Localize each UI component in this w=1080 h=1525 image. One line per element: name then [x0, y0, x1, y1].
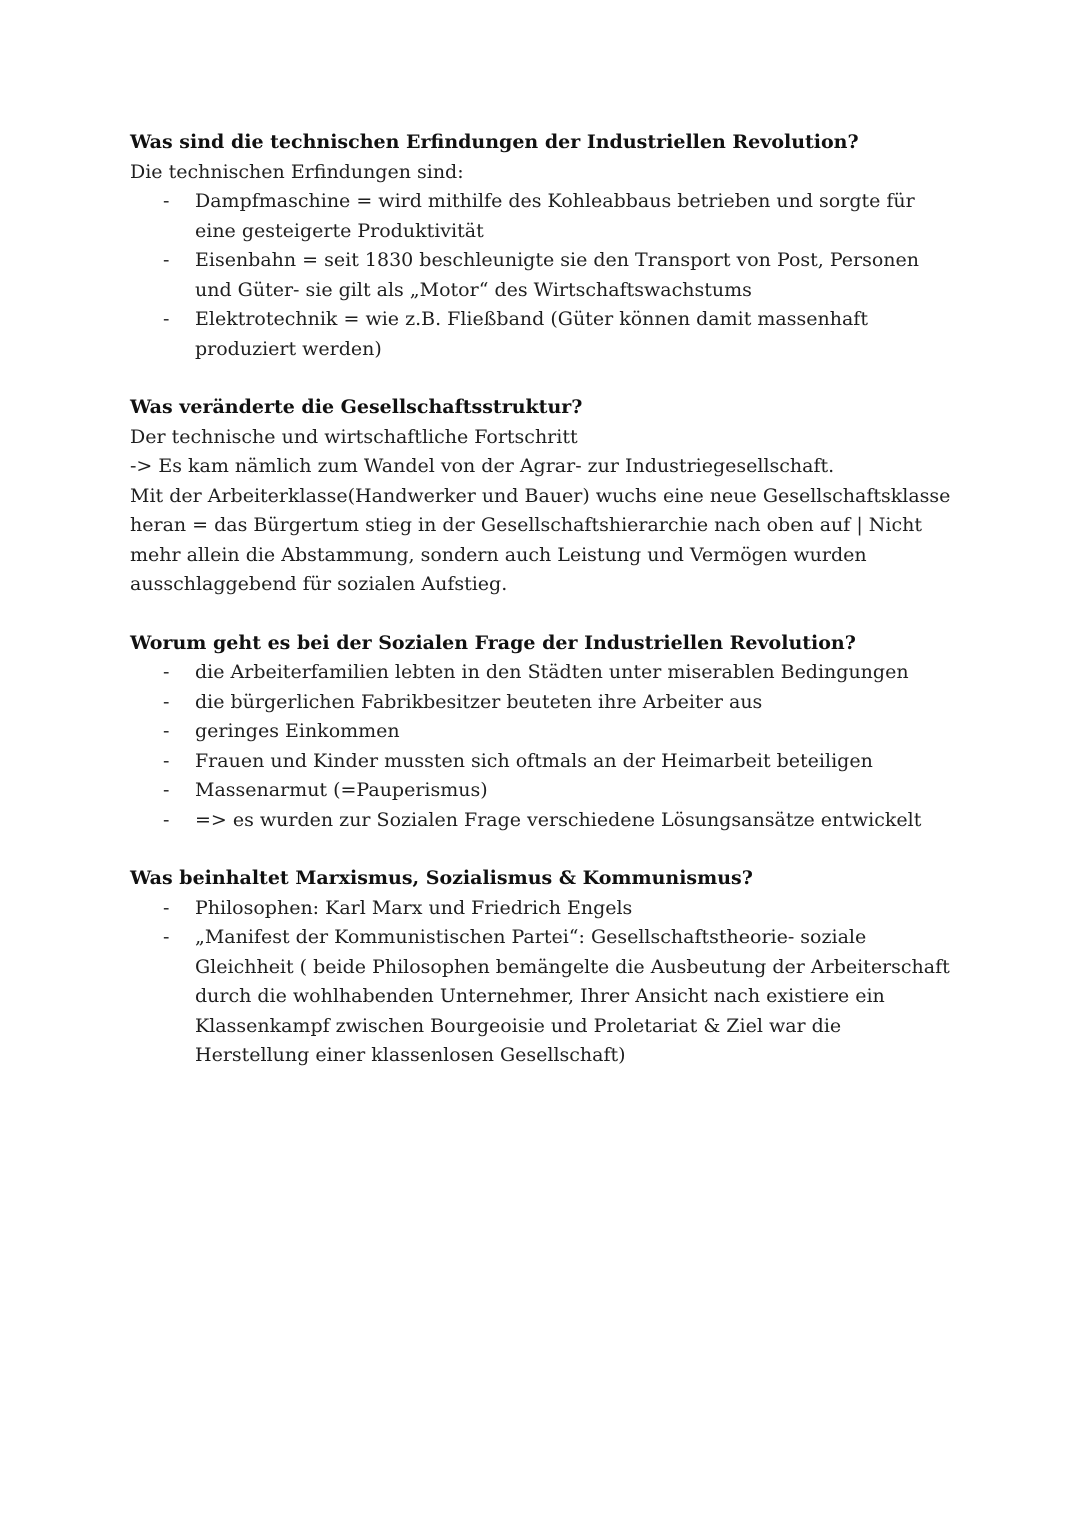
- list-item: - Philosophen: Karl Marx und Friedrich Engels: [195, 894, 960, 924]
- list-item: - geringes Einkommen: [195, 717, 960, 747]
- paragraph: -> Es kam nämlich zum Wandel von der Agrar- zur Industriegesellschaft.: [130, 455, 835, 477]
- paragraph: Die technischen Erfindungen sind:: [130, 160, 464, 183]
- dash-bullet-icon: -: [163, 190, 170, 212]
- bullet-list: [130, 658, 960, 835]
- paragraph: Der technische und wirtschaftliche Fortschritt: [130, 425, 578, 448]
- dash-bullet-icon: -: [163, 690, 170, 713]
- list-item: - Elektrotechnik = wie z.B. Fließband (Güter können damit massenhaft produziert werden): [195, 305, 960, 364]
- list-item: - Massenarmut (=Pauperismus): [195, 776, 960, 806]
- section-marxism: [130, 864, 960, 1071]
- section-heading: Was sind die technischen Erfindungen der Industriellen Revolution?: [130, 131, 859, 153]
- dash-bullet-icon: -: [163, 749, 170, 772]
- bullet-list: [130, 894, 960, 1071]
- paragraph: Mit der Arbeiterklasse(Handwerker und Bauer) wuchs eine neue Gesellschaftsklasse heran = das Bürgertum stieg in der Gesellschaftshierarchie nach oben auf | Nicht mehr allein die Abstammung, sondern auch Leistung und Vermögen wurden ausschlaggebend für sozialen Aufstieg.: [130, 484, 951, 595]
- bullet-list: [130, 187, 960, 364]
- document-content: [130, 128, 960, 1100]
- list-item: - Dampfmaschine = wird mithilfe des Kohleabbaus betrieben und sorgte für eine gesteigerte Produktivität: [195, 187, 960, 246]
- section-social-structure: [130, 393, 960, 600]
- list-item: - Eisenbahn = seit 1830 beschleunigte sie den Transport von Post, Personen und Güter- sie gilt als „Motor“ des Wirtschaftswachstums: [195, 246, 960, 305]
- dash-bullet-icon: -: [163, 896, 170, 919]
- list-item: - „Manifest der Kommunistischen Partei“: Gesellschaftstheorie- soziale Gleichheit ( beide Philosophen bemängelte die Ausbeutung der Arbeiterschaft durch die wohlhabenden Unternehmer, Ihrer Ansicht nach existiere ein Klassenkampf zwischen Bourgeoisie und Proletariat & Ziel war die Herstellung einer klassenlosen Gesellschaft): [195, 923, 960, 1071]
- section-technical-inventions: [130, 128, 960, 364]
- section-heading: Was veränderte die Gesellschaftsstruktur?: [130, 396, 583, 418]
- dash-bullet-icon: -: [163, 661, 170, 683]
- dash-bullet-icon: -: [163, 808, 170, 831]
- dash-bullet-icon: -: [163, 249, 170, 271]
- dash-bullet-icon: -: [163, 308, 170, 330]
- dash-bullet-icon: -: [163, 720, 170, 742]
- section-social-question: [130, 629, 960, 836]
- list-item: - die bürgerlichen Fabrikbesitzer beuteten ihre Arbeiter aus: [195, 688, 960, 718]
- section-heading: Worum geht es bei der Sozialen Frage der Industriellen Revolution?: [130, 631, 856, 654]
- list-item: - => es wurden zur Sozialen Frage verschiedene Lösungsansätze entwickelt: [195, 806, 960, 836]
- dash-bullet-icon: -: [163, 926, 170, 948]
- dash-bullet-icon: -: [163, 779, 170, 801]
- list-item: - Frauen und Kinder mussten sich oftmals an der Heimarbeit beteiligen: [195, 747, 960, 777]
- list-item: - die Arbeiterfamilien lebten in den Städten unter miserablen Bedingungen: [195, 658, 960, 688]
- section-heading: Was beinhaltet Marxismus, Sozialismus & Kommunismus?: [130, 867, 753, 889]
